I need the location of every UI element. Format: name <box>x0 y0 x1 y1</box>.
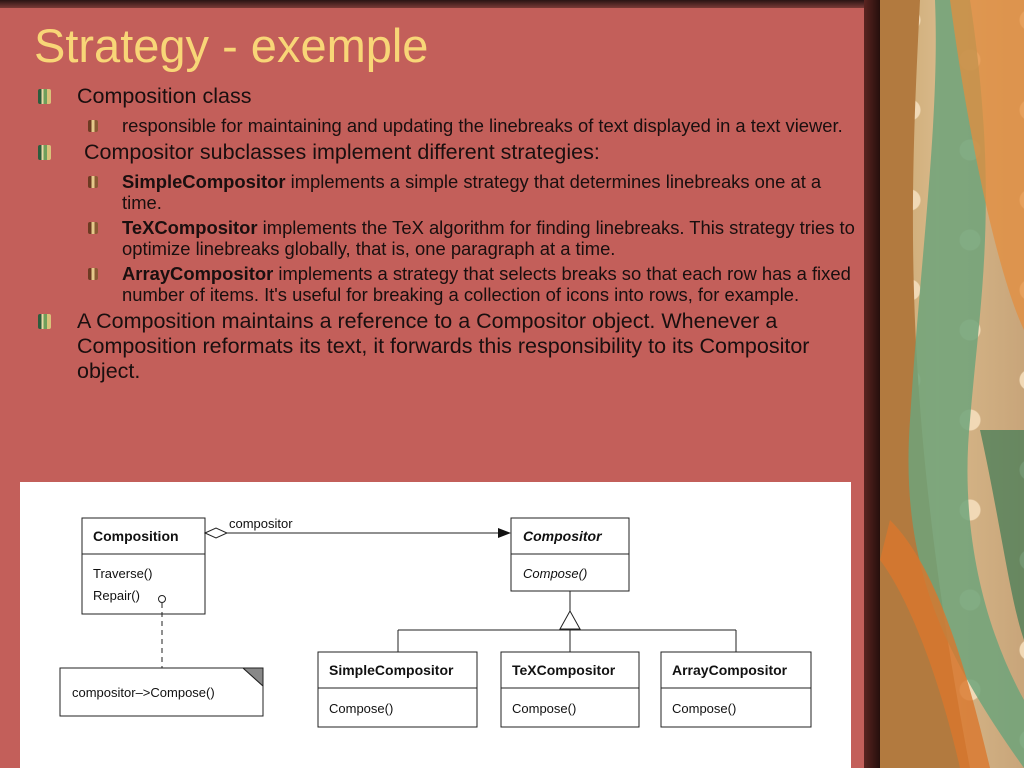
inheritance-lines <box>398 591 736 652</box>
bullet-text: A Composition maintains a reference to a Compositor object. Whenever a Composition reformats its text, it forwards this responsibility to its Compositor object. <box>77 309 810 383</box>
sub-bullet-bold: ArrayCompositor <box>122 263 274 284</box>
association-line <box>205 516 511 538</box>
slide-title: Strategy - exemple <box>34 19 429 72</box>
compositor-name: Compositor <box>523 528 602 544</box>
note-anchor-icon <box>159 596 166 603</box>
association-label: compositor <box>229 516 293 531</box>
uml-class-diagram <box>20 482 851 768</box>
sub-bullet-item <box>36 171 856 213</box>
bullet-item <box>36 140 856 165</box>
sub-bullet-item <box>36 115 856 136</box>
sub-bullet-item <box>36 217 856 259</box>
subclass-simple <box>318 652 477 727</box>
sub-bullet-bold: SimpleCompositor <box>122 171 286 192</box>
subclass-method: Compose() <box>512 701 577 716</box>
composition-method: Repair() <box>93 588 140 603</box>
bullet-text: Composition class <box>77 84 252 108</box>
subclass-name: ArrayCompositor <box>672 662 788 678</box>
note-text: compositor–>Compose() <box>72 685 215 700</box>
composition-method: Traverse() <box>93 566 153 581</box>
inheritance-triangle-icon <box>560 611 580 629</box>
decorative-strip <box>880 0 1024 768</box>
compositor-method: Compose() <box>523 566 588 581</box>
bullet-item <box>36 84 856 109</box>
decorative-leaves <box>880 0 1024 768</box>
bullet-item <box>36 309 856 384</box>
sub-bullet-icon <box>88 120 98 132</box>
sub-bullet-icon <box>88 268 98 280</box>
sub-bullet-item <box>36 263 856 305</box>
composition-class <box>82 518 205 614</box>
subclass-method: Compose() <box>672 701 737 716</box>
bullet-icon <box>38 314 51 329</box>
subclass-method: Compose() <box>329 701 394 716</box>
sub-bullet-text: responsible for maintaining and updating the linebreaks of text displayed in a text viewer. <box>122 115 843 136</box>
subclass-name: SimpleCompositor <box>329 662 454 678</box>
sub-bullet-text: implements a strategy that selects breaks so that each row has a fixed number of items. It's useful for breaking a collection of icons into rows, for example. <box>122 263 851 305</box>
sub-bullet-text: implements the TeX algorithm for finding linebreaks. This strategy tries to optimize linebreaks globally, that is, one paragraph at a time. <box>122 217 855 259</box>
compositor-class <box>511 518 629 591</box>
bullet-icon <box>38 145 51 160</box>
sub-bullet-text: implements a simple strategy that determines linebreaks one at a time. <box>122 171 822 213</box>
bullet-icon <box>38 89 51 104</box>
subclass-name: TeXCompositor <box>512 662 616 678</box>
bullet-list <box>36 84 856 390</box>
composition-name: Composition <box>93 528 179 544</box>
sub-bullet-icon <box>88 176 98 188</box>
subclass-tex <box>501 652 639 727</box>
arrowhead-icon <box>498 528 511 538</box>
aggregation-diamond-icon <box>205 528 227 538</box>
sub-bullet-bold: TeXCompositor <box>122 217 258 238</box>
bullet-text: Compositor subclasses implement different strategies: <box>84 140 600 164</box>
note <box>60 603 263 716</box>
sub-bullet-icon <box>88 222 98 234</box>
subclass-array <box>661 652 811 727</box>
top-band <box>0 0 880 8</box>
